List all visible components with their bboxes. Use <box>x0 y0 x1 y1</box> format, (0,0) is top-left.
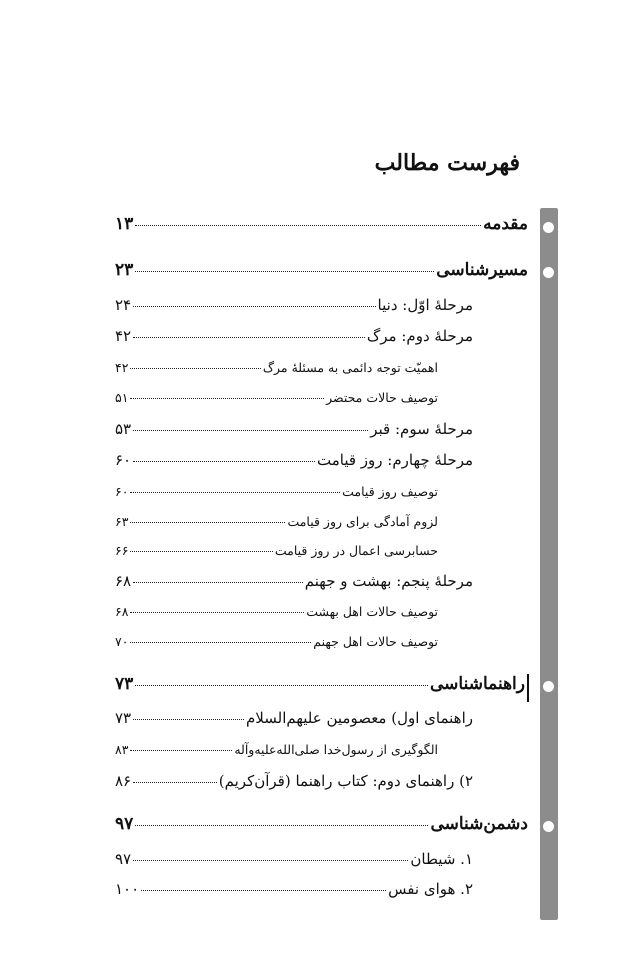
toc-entry-title: دشمن‌شناسی <box>430 814 528 834</box>
toc-entry-page: ۲۴ <box>115 296 132 314</box>
toc-entry-page: ۴۲ <box>115 327 132 345</box>
dot-leader <box>130 522 285 523</box>
toc-entry-page: ۶۸ <box>115 604 129 619</box>
dot-leader <box>130 368 260 369</box>
dot-leader <box>135 825 428 826</box>
toc-entry-title: توصیف حالات اهل بهشت <box>306 604 438 619</box>
toc-entry[interactable] <box>115 742 438 757</box>
toc-entry-page: ۸۶ <box>115 772 132 790</box>
toc-entry-page: ۱۰۰ <box>115 880 140 898</box>
toc-entry-title: مرحلهٔ پنجم: بهشت و جهنم <box>304 572 473 590</box>
toc-entry[interactable] <box>115 514 438 529</box>
section-bullet-icon <box>543 681 554 692</box>
dot-leader <box>133 461 315 462</box>
toc-entry-page: ۹۷ <box>115 814 134 834</box>
dot-leader <box>130 398 324 399</box>
toc-entry-title: مسیرشناسی <box>436 260 528 280</box>
dot-leader <box>135 271 434 272</box>
toc-entry-title: مرحلهٔ دوم: مرگ <box>366 327 473 345</box>
toc-entry[interactable] <box>115 604 438 619</box>
toc-entry-title: مرحلهٔ چهارم: روز قیامت <box>317 451 473 469</box>
toc-entry-title: ۲) راهنمای دوم: کتاب راهنما (قرآن‌کریم) <box>218 772 473 790</box>
toc-entry[interactable] <box>115 674 525 694</box>
toc-entry-title: مقدمه <box>483 214 528 234</box>
dot-leader <box>141 890 386 891</box>
toc-entry[interactable] <box>115 880 473 898</box>
toc-entry-title: ۱. شیطان <box>410 850 473 868</box>
toc-entry-title: راهنماشناسی <box>429 674 525 694</box>
toc-entry[interactable] <box>115 543 438 558</box>
toc-entry-page: ۷۰ <box>115 634 129 649</box>
toc-entry-page: ۸۳ <box>115 742 129 757</box>
toc-entry-page: ۶۰ <box>115 451 132 469</box>
toc-entry[interactable] <box>115 260 528 280</box>
toc-entry-page: ۹۷ <box>115 850 132 868</box>
toc-entry[interactable] <box>115 484 438 499</box>
toc-entry[interactable] <box>115 634 438 649</box>
dot-leader <box>130 612 304 613</box>
toc-entry[interactable] <box>115 390 438 405</box>
toc-entry-page: ۶۳ <box>115 514 129 529</box>
toc-entry-title: مرحلهٔ سوم: قبر <box>370 420 473 438</box>
toc-entry[interactable] <box>115 327 473 345</box>
dot-leader <box>130 642 311 643</box>
toc-entry[interactable] <box>115 214 528 234</box>
dot-leader <box>133 582 303 583</box>
toc-entry-title: توصیف حالات محتضر <box>326 390 438 405</box>
toc-entry-title: الگوگیری از رسول‌خدا صلی‌الله‌علیه‌وآله <box>234 742 438 757</box>
toc-entry[interactable] <box>115 850 473 868</box>
toc-entry-title: توصیف حالات اهل جهنم <box>313 634 438 649</box>
toc-entry-page: ۴۲ <box>115 360 129 375</box>
dot-leader <box>133 719 244 720</box>
toc-entry-page: ۶۰ <box>115 484 129 499</box>
dot-leader <box>133 306 375 307</box>
toc-entry-page: ۵۱ <box>115 390 129 405</box>
toc-entry-page: ۵۳ <box>115 420 132 438</box>
dot-leader <box>130 750 232 751</box>
dot-leader <box>130 492 340 493</box>
toc-entry-title: راهنمای اول) معصومین علیهم‌السلام <box>246 709 473 727</box>
toc-entry-page: ۷۳ <box>115 709 132 727</box>
toc-entry-page: ۶۶ <box>115 543 129 558</box>
toc-entry[interactable] <box>115 572 473 590</box>
section-bullet-icon <box>543 222 554 233</box>
toc-entry-title: مرحلهٔ اوّل: دنیا <box>377 296 473 314</box>
toc-entry[interactable] <box>115 360 438 375</box>
dot-leader <box>130 551 272 552</box>
toc-entry[interactable] <box>115 709 473 727</box>
toc-entry-title: لزوم آمادگی برای روز قیامت <box>287 514 438 529</box>
text-cursor <box>527 674 529 702</box>
toc-entry-title: ۲. هوای نفس <box>388 880 473 898</box>
toc-entry-page: ۱۳ <box>115 214 134 234</box>
toc-entry-page: ۶۸ <box>115 572 132 590</box>
toc-entry[interactable] <box>115 772 473 790</box>
dot-leader <box>133 860 408 861</box>
toc-entry[interactable] <box>115 420 473 438</box>
dot-leader <box>133 782 217 783</box>
dot-leader <box>135 685 428 686</box>
toc-entry-title: حسابرسی اعمال در روز قیامت <box>274 543 438 558</box>
section-sidebar-bar <box>540 208 558 920</box>
toc-entry-page: ۷۳ <box>115 674 134 694</box>
toc-entry-title: توصیف روز قیامت <box>342 484 438 499</box>
page-title: فهرست مطالب <box>374 150 520 176</box>
toc-entry-title: اهمیّت توجه دائمی به مسئلهٔ مرگ <box>262 360 438 375</box>
toc-entry[interactable] <box>115 296 473 314</box>
toc-entry[interactable] <box>115 451 473 469</box>
dot-leader <box>135 225 481 226</box>
dot-leader <box>133 430 368 431</box>
dot-leader <box>133 337 365 338</box>
toc-entry[interactable] <box>115 814 528 834</box>
toc-entry-page: ۲۳ <box>115 260 134 280</box>
section-bullet-icon <box>543 821 554 832</box>
section-bullet-icon <box>543 267 554 278</box>
